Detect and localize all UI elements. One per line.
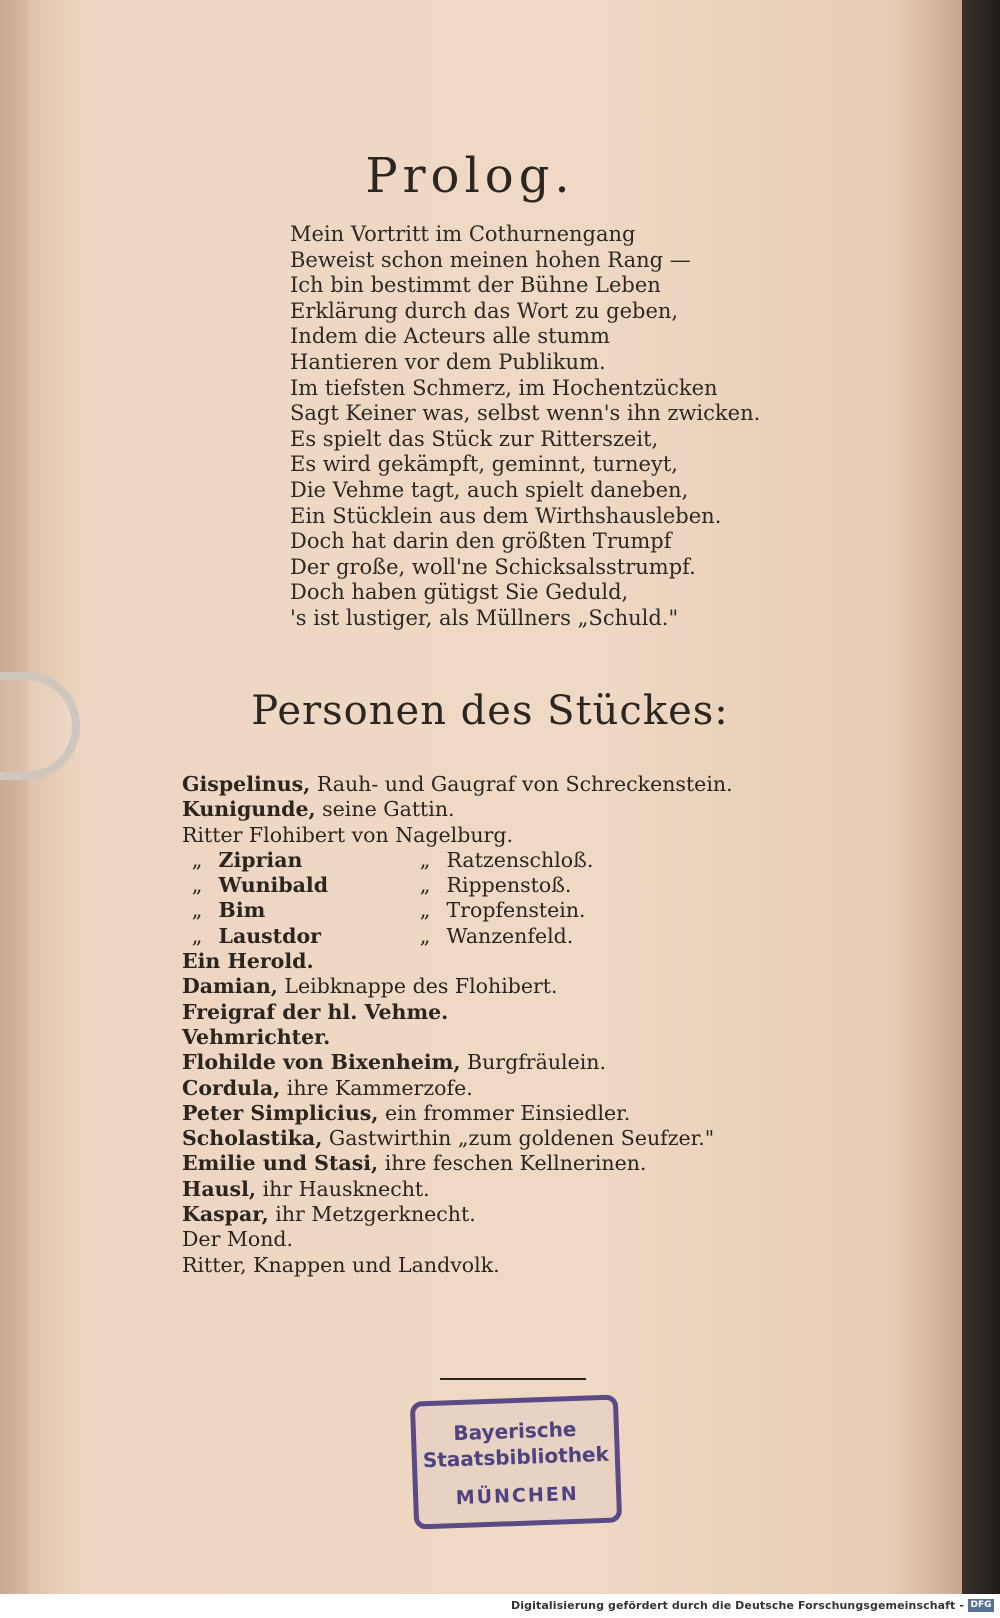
- closing-rule: [440, 1378, 586, 1380]
- cast-entry: [182, 1076, 822, 1101]
- stamp-line: Staatsbibliothek: [422, 1441, 610, 1473]
- verse-line: Hantieren vor dem Publikum.: [290, 349, 606, 374]
- cast-name: Ein Herold.: [182, 949, 314, 974]
- cast-name: Wunibald: [218, 873, 329, 898]
- verse-line: Ein Stücklein aus dem Wirthshausleben.: [290, 503, 722, 528]
- cast-desc: ihre Kammerzofe.: [286, 1075, 473, 1100]
- verse-line: Ich bin bestimmt der Bühne Leben: [290, 273, 661, 298]
- ditto-mark: „: [191, 898, 203, 923]
- cast-entry: [182, 1227, 822, 1252]
- footer-credit: Digitalisierung gefördert durch die Deutsche Forschungsgemeinschaft -: [511, 1599, 964, 1612]
- cast-desc: Rippenstoß.: [446, 873, 572, 898]
- cast-entry: [182, 1025, 822, 1050]
- cast-name: Gispelinus,: [182, 772, 311, 796]
- verse-line: 's ist lustiger, als Müllners „Schuld.": [290, 605, 679, 630]
- prolog-title: Prolog.: [365, 148, 575, 204]
- cast-name: Der Mond.: [182, 1227, 294, 1252]
- cast-desc: ihre feschen Kellnerinen.: [384, 1151, 647, 1176]
- cast-desc: Gastwirthin „zum goldenen Seufzer.": [328, 1126, 715, 1151]
- cast-entry: [182, 1101, 822, 1126]
- verse-line: Es wird gekämpft, geminnt, turneyt,: [290, 452, 678, 477]
- cast-name: Hausl,: [182, 1176, 257, 1201]
- cast-desc: Tropfenstein.: [446, 898, 586, 923]
- cast-entry: [182, 1151, 822, 1176]
- cast-name: Cordula,: [182, 1075, 281, 1100]
- cast-list: [182, 772, 822, 1278]
- cast-entry: [182, 772, 822, 797]
- ditto-mark: „: [191, 923, 203, 948]
- cast-entry: [182, 1126, 822, 1151]
- stamp-line: MÜNCHEN: [455, 1482, 580, 1510]
- ditto-mark: „: [419, 923, 431, 948]
- verse-line: Im tiefsten Schmerz, im Hochentzücken: [290, 375, 718, 400]
- verse-line: Mein Vortritt im Cothurnengang: [290, 222, 636, 246]
- persons-title: Personen des Stückes:: [251, 688, 729, 734]
- stamp-line: Bayerische: [453, 1416, 577, 1446]
- verse-line: Der große, woll'ne Schicksalsstrumpf.: [290, 554, 696, 579]
- cast-entry: [182, 1202, 822, 1227]
- ditto-mark: „: [419, 898, 431, 923]
- cast-entry: [182, 898, 822, 923]
- book-binding-edge: [962, 0, 1000, 1618]
- verse-line: Indem die Acteurs alle stumm: [290, 324, 610, 349]
- cast-entry: [182, 974, 822, 999]
- ditto-mark: „: [419, 873, 431, 898]
- cast-entry: [182, 848, 822, 873]
- cast-entry: [182, 1177, 822, 1202]
- verse-line: Die Vehme tagt, auch spielt daneben,: [290, 477, 689, 502]
- cast-name: Vehmrichter.: [182, 1024, 331, 1049]
- cast-entry: [182, 1000, 822, 1025]
- cast-entry: [182, 1253, 822, 1278]
- cast-name: Peter Simplicius,: [182, 1100, 379, 1125]
- cast-entry: [182, 949, 822, 974]
- cast-desc: Leibknappe des Flohibert.: [284, 974, 558, 999]
- cast-name: Flohilde von Bixenheim,: [182, 1050, 461, 1075]
- ditto-mark: „: [191, 847, 203, 872]
- verse-line: Doch haben gütigst Sie Geduld,: [290, 580, 629, 605]
- cast-desc: Ratzenschloß.: [446, 847, 594, 872]
- cast-name: Laustdor: [218, 923, 321, 948]
- cast-desc: Burgfräulein.: [467, 1050, 606, 1075]
- cast-desc: ein frommer Einsiedler.: [384, 1100, 631, 1125]
- cast-name: Bim: [218, 898, 266, 923]
- cast-entry: [182, 797, 822, 822]
- cast-desc: Rauh- und Gaugraf von Schreckenstein.: [316, 772, 733, 796]
- library-stamp: [410, 1394, 622, 1529]
- verse-line: Beweist schon meinen hohen Rang —: [290, 247, 691, 272]
- cast-name: Damian,: [182, 974, 278, 999]
- cast-desc: Ritter Flohibert von Nagelburg.: [182, 822, 513, 847]
- cast-desc: Ritter, Knappen und Landvolk.: [182, 1252, 500, 1277]
- cast-entry: [182, 924, 822, 949]
- cast-name: Kaspar,: [182, 1202, 269, 1227]
- cast-name: Emilie und Stasi,: [182, 1151, 379, 1176]
- prolog-verse: [290, 222, 850, 632]
- cast-desc: ihr Hausknecht.: [262, 1176, 430, 1201]
- cast-entry: [182, 1050, 822, 1075]
- verse-line: Erklärung durch das Wort zu geben,: [290, 298, 679, 323]
- ditto-mark: „: [419, 847, 431, 872]
- cast-desc: ihr Metzgerknecht.: [275, 1202, 476, 1227]
- ditto-mark: „: [191, 873, 203, 898]
- cast-desc: seine Gattin.: [322, 797, 455, 822]
- cast-name: Kunigunde,: [182, 797, 316, 822]
- cast-entry: [182, 873, 822, 898]
- cast-desc: Wanzenfeld.: [446, 923, 574, 948]
- verse-line: Sagt Keiner was, selbst wenn's ihn zwicken.: [290, 401, 761, 426]
- cast-entry: [182, 823, 822, 848]
- cast-name: Scholastika,: [182, 1126, 323, 1151]
- verse-line: Es spielt das Stück zur Ritterszeit,: [290, 426, 659, 451]
- dfg-logo-icon: DFG: [968, 1599, 994, 1612]
- previous-page-edge: [0, 0, 28, 1618]
- cast-name: Freigraf der hl. Vehme.: [182, 999, 449, 1024]
- cast-name: Ziprian: [218, 847, 303, 872]
- verse-line: Doch hat darin den größten Trumpf: [290, 529, 672, 554]
